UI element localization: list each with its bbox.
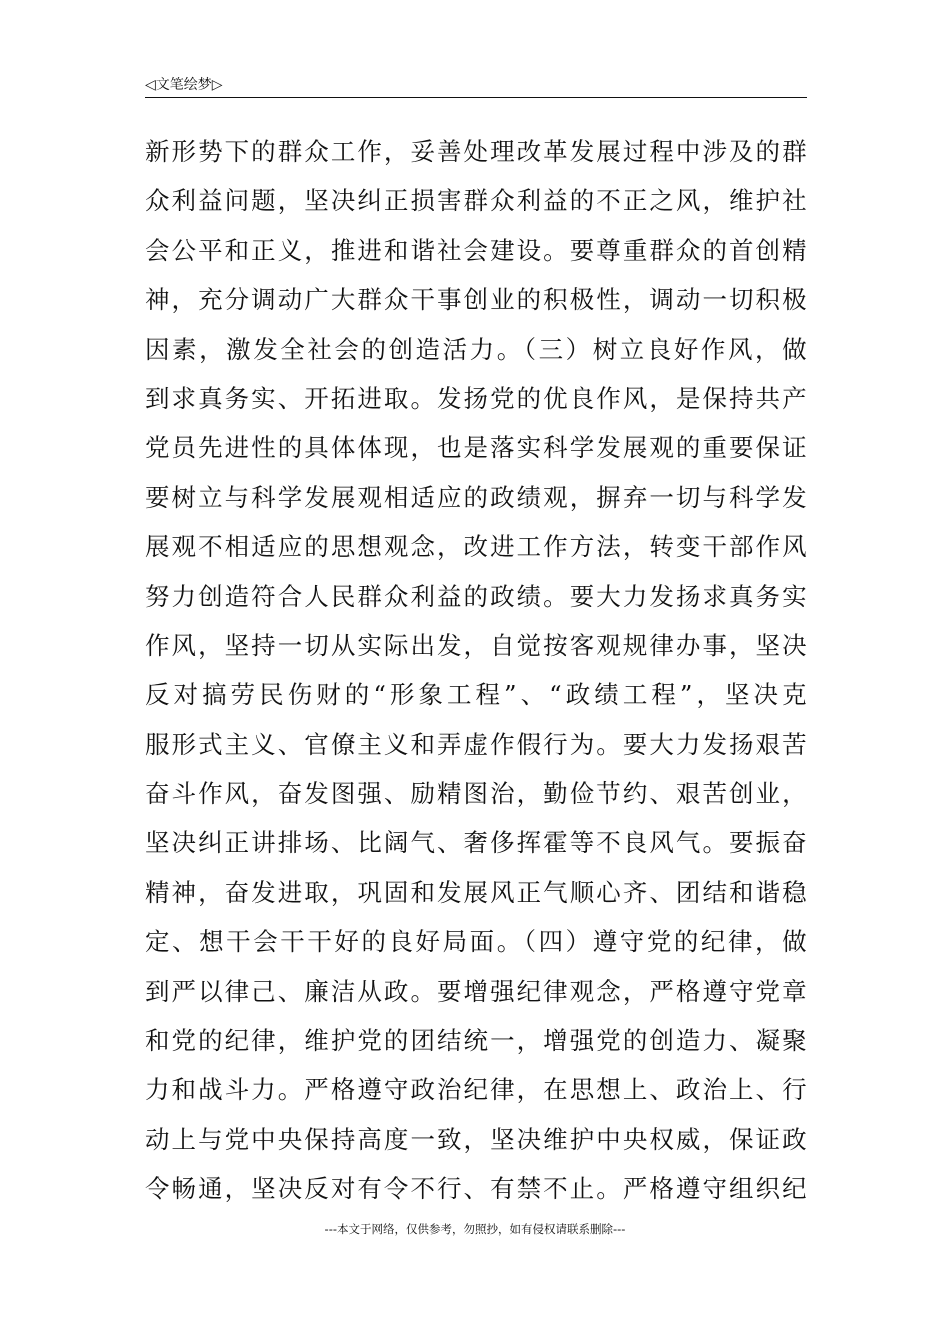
body-line: 新形势下的群众工作，妥善处理改革发展过程中涉及的群 — [145, 137, 807, 166]
body-line: 令畅通，坚决反对有令不行、有禁不止。严格遵守组织纪 — [145, 1174, 807, 1204]
body-line: 到严以律己、廉洁从政。要增强纪律观念，严格遵守党章 — [145, 976, 807, 1006]
body-line: 党员先进性的具体体现，也是落实科学发展观的重要保证 — [145, 433, 807, 463]
body-line: 奋斗作风，奋发图强、励精图治，勤俭节约、艰苦创业， — [145, 779, 807, 809]
body-line: 要树立与科学发展观相适应的政绩观，摒弃一切与科学发 — [145, 482, 807, 512]
body-line: 因素，激发全社会的创造活力。（三）树立良好作风，做 — [145, 334, 807, 364]
header-title: ◁文笔绘梦▷ — [145, 77, 223, 93]
body-line: 力和战斗力。严格遵守政治纪律，在思想上、政治上、行 — [145, 1075, 807, 1105]
body-line: 神，充分调动广大群众干事创业的积极性，调动一切积极 — [145, 285, 807, 315]
body-line: 努力创造符合人民群众利益的政绩。要大力发扬求真务实 — [145, 581, 807, 611]
body-line: 展观不相适应的思想观念，改进工作方法，转变干部作风 — [145, 532, 807, 562]
body-line: 和党的纪律，维护党的团结统一，增强党的创造力、凝聚 — [145, 1026, 807, 1056]
body-line: 定、想干会干干好的良好局面。（四）遵守党的纪律，做 — [145, 927, 807, 957]
body-line: 坚决纠正讲排场、比阔气、奢侈挥霍等不良风气。要振奋 — [145, 828, 807, 858]
body-line: 众利益问题，坚决纠正损害群众利益的不正之风，维护社 — [145, 186, 807, 216]
body-line: 作风，坚持一切从实际出发，自觉按客观规律办事，坚决 — [145, 630, 807, 660]
body-line: 会公平和正义，推进和谐社会建设。要尊重群众的首创精 — [145, 235, 807, 265]
body-line: 动上与党中央保持高度一致，坚决维护中央权威，保证政 — [145, 1124, 807, 1154]
body-text — [145, 127, 807, 1214]
body-line: 精神，奋发进取，巩固和发展风正气顺心齐、团结和谐稳 — [145, 877, 807, 907]
body-line: 到求真务实、开拓进取。发扬党的优良作风，是保持共产 — [145, 383, 807, 413]
page-footer: ---本文于网络，仅供参考，勿照抄，如有侵权请联系删除--- — [324, 1222, 626, 1236]
header-divider — [145, 97, 807, 98]
body-line: 服形式主义、官僚主义和弄虚作假行为。要大力发扬艰苦 — [145, 729, 807, 759]
page-header — [145, 74, 807, 98]
body-line: 反对搞劳民伤财的“形象工程”、“政绩工程”，坚决克 — [145, 680, 807, 710]
